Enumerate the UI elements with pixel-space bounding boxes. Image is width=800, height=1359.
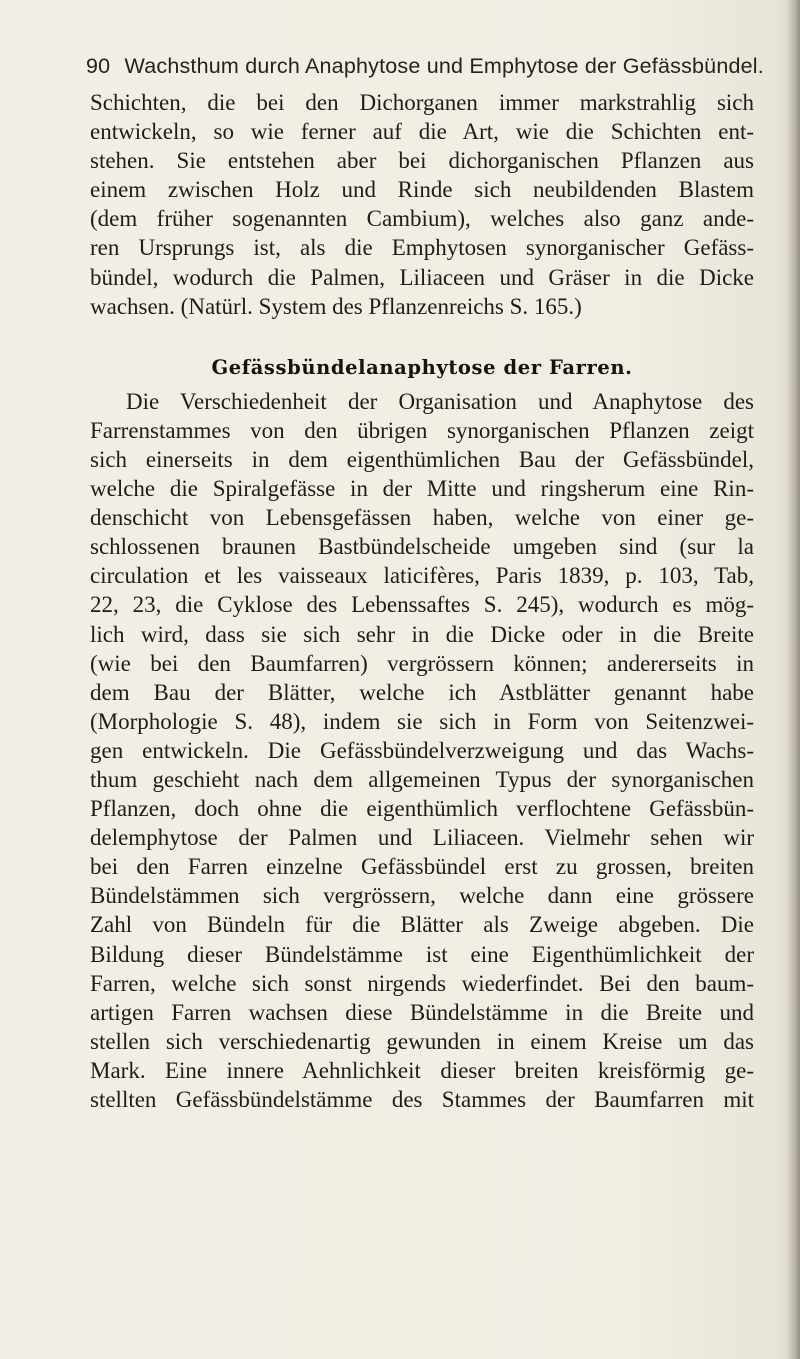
text-line: thum geschieht nach dem allgemeinen Typus der synorganischen	[90, 766, 754, 792]
section-heading: Gefässbündelanaphytose der Farren.	[211, 355, 633, 379]
text-line: einem zwischen Holz und Rinde sich neubildenden Blastem	[90, 177, 754, 203]
text-line: entwickeln, so wie ferner auf die Art, wie die Schichten ent-	[90, 119, 754, 145]
page-number: 90	[86, 54, 111, 78]
text-line: Bildung dieser Bündelstämme ist eine Eigenthümlichkeit der	[90, 941, 754, 967]
text-line: delemphytose der Palmen und Liliaceen. Vielmehr sehen wir	[90, 825, 754, 851]
paragraph-2	[90, 387, 754, 1114]
text-line: Die Verschiedenheit der Organisation und Anaphytose des	[126, 388, 754, 414]
text-line: (wie bei den Baumfarren) vergrössern können; andererseits in	[90, 650, 754, 676]
text-line: Farren, welche sich sonst nirgends wiederfindet. Bei den baum-	[90, 970, 754, 996]
text-line: dem Bau der Blätter, welche ich Astblätter genannt habe	[90, 679, 754, 705]
text-line: 22, 23, die Cyklose des Lebenssaftes S. 245), wodurch es mög-	[90, 592, 754, 618]
text-line: Mark. Eine innere Aehnlichkeit dieser breiten kreisförmig ge-	[90, 1057, 754, 1083]
text-line: artigen Farren wachsen diese Bündelstämme in die Breite und	[90, 999, 754, 1025]
text-line: stellten Gefässbündelstämme des Stammes der Baumfarren mit	[90, 1087, 754, 1112]
text-line: circulation et les vaisseaux laticifères, Paris 1839, p. 103, Tab,	[90, 563, 754, 589]
text-line: Bündelstämmen sich vergrössern, welche dann eine grössere	[90, 883, 754, 909]
text-line: (dem früher sogenannten Cambium), welches also ganz ande-	[90, 206, 754, 232]
body-text	[90, 88, 754, 1114]
text-line: Pflanzen, doch ohne die eigenthümlich verflochtene Gefässbün-	[90, 796, 754, 822]
text-line: denschicht von Lebensgefässen haben, welche von einer ge-	[90, 505, 754, 531]
text-line: ren Ursprungs ist, als die Emphytosen synorganischer Gefäss-	[90, 235, 754, 261]
text-line: schlossenen braunen Bastbündelscheide umgeben sind (sur la	[90, 534, 754, 560]
text-line: lich wird, dass sie sich sehr in die Dicke oder in die Breite	[90, 621, 754, 647]
paragraph-1	[90, 88, 754, 321]
text-line: bündel, wodurch die Palmen, Liliaceen und Gräser in die Dicke	[90, 264, 754, 290]
text-line: (Morphologie S. 48), indem sie sich in Form von Seitenzwei-	[90, 708, 754, 734]
text-line: Schichten, die bei den Dichorganen immer markstrahlig sich	[90, 90, 754, 115]
text-line: sich einerseits in dem eigenthümlichen Bau der Gefässbündel,	[90, 446, 754, 472]
text-line: welche die Spiralgefässe in der Mitte und ringsherum eine Rin-	[90, 476, 754, 502]
text-line: stehen. Sie entstehen aber bei dichorganischen Pflanzen aus	[90, 148, 754, 174]
text-line: Farrenstammes von den übrigen synorganischen Pflanzen zeigt	[90, 417, 754, 443]
running-header	[86, 54, 764, 79]
running-title: Wachsthum durch Anaphytose und Emphytose der Gefässbündel.	[124, 54, 764, 78]
text-line: wachsen. (Natürl. System des Pflanzenreichs S. 165.)	[90, 293, 582, 319]
text-line: gen entwickeln. Die Gefässbündelverzweigung und das Wachs-	[90, 737, 754, 763]
page-edge-shadow	[786, 0, 800, 1359]
text-line: Zahl von Bündeln für die Blätter als Zweige abgeben. Die	[90, 912, 754, 938]
bleed-through-gap	[90, 321, 754, 351]
text-line: stellen sich verschiedenartig gewunden in einem Kreise um das	[90, 1028, 754, 1054]
text-line: bei den Farren einzelne Gefässbündel erst zu grossen, breiten	[90, 854, 754, 880]
